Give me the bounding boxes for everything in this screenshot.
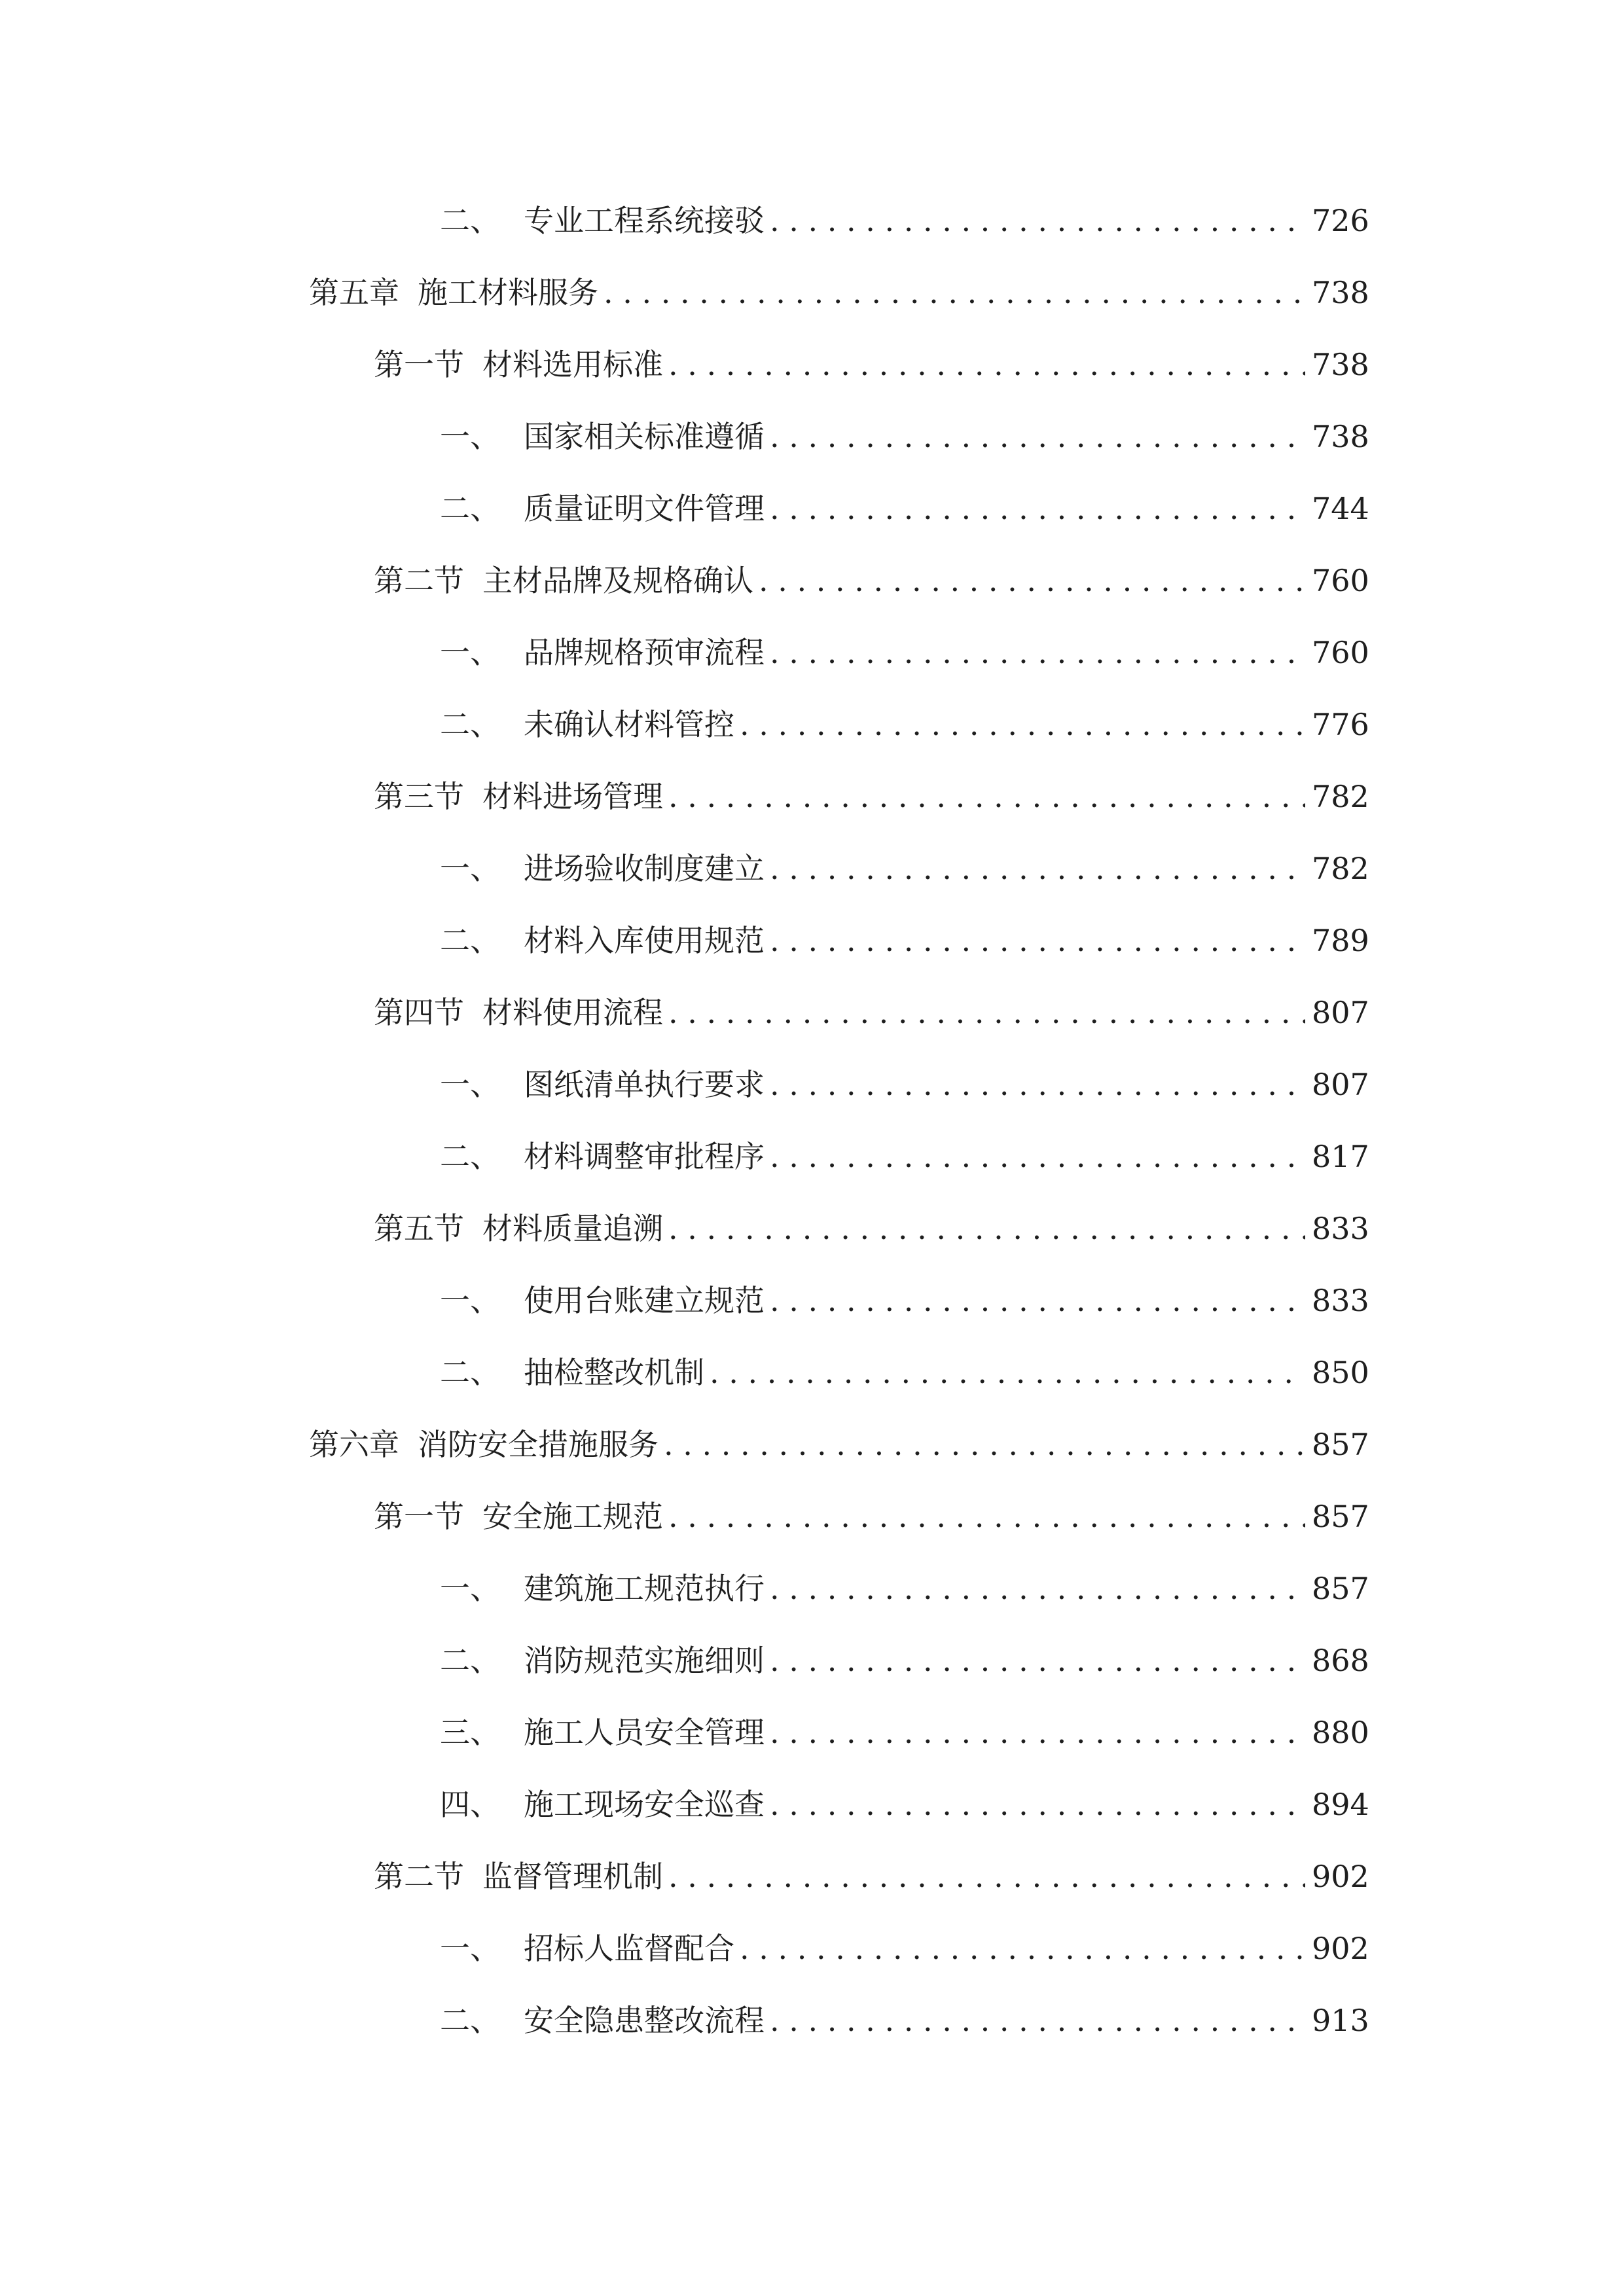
toc-entry-marker: 二、: [440, 2003, 500, 2038]
toc-entry-page-number: 868: [1312, 1643, 1369, 1678]
toc-entry[interactable]: [0, 1275, 1624, 1347]
dot-leader: [770, 1275, 1305, 1326]
toc-entry-marker: 第四节: [374, 995, 464, 1030]
dot-leader: [770, 1995, 1305, 2046]
dot-leader: [664, 1419, 1305, 1470]
toc-entry-marker: 一、: [440, 1067, 500, 1102]
toc-entry-title: 消防安全措施服务: [418, 1427, 659, 1462]
toc-entry-title: 材料入库使用规范: [524, 923, 765, 958]
toc-entry-title: 施工材料服务: [418, 275, 598, 310]
toc-entry[interactable]: [0, 1707, 1624, 1779]
toc-entry-title: 品牌规格预审流程: [524, 635, 765, 670]
toc-entry-title: 抽检整改机制: [524, 1355, 704, 1390]
dot-leader: [668, 987, 1305, 1038]
toc-entry-marker: 二、: [440, 491, 500, 526]
toc-entry-page-number: 902: [1312, 1859, 1369, 1894]
toc-entry-marker: 四、: [440, 1787, 500, 1822]
toc-entry[interactable]: [0, 915, 1624, 987]
toc-entry-marker: 第三节: [374, 779, 464, 814]
toc-entry[interactable]: [0, 339, 1624, 411]
toc-entry-page-number: 738: [1312, 275, 1369, 310]
toc-entry-page-number: 857: [1312, 1427, 1369, 1462]
toc-entry[interactable]: [0, 1851, 1624, 1923]
dot-leader: [668, 1491, 1305, 1542]
toc-entry-title: 使用台账建立规范: [524, 1283, 765, 1318]
toc-entry[interactable]: [0, 195, 1624, 267]
toc-entry-marker: 第二节: [374, 563, 464, 598]
dot-leader: [668, 339, 1305, 390]
dot-leader: [770, 1635, 1305, 1686]
dot-leader: [759, 555, 1305, 606]
dot-leader: [770, 1059, 1305, 1110]
dot-leader: [770, 627, 1305, 678]
dot-leader: [770, 483, 1305, 534]
table-of-contents: [0, 195, 1624, 2067]
toc-entry-title: 招标人监督配合: [524, 1931, 734, 1966]
toc-entry-title: 施工现场安全巡查: [524, 1787, 765, 1822]
dot-leader: [740, 699, 1305, 750]
toc-entry[interactable]: [0, 1059, 1624, 1131]
dot-leader: [668, 1851, 1305, 1902]
toc-entry-title: 材料调整审批程序: [524, 1139, 765, 1174]
toc-entry-title: 安全隐患整改流程: [524, 2003, 765, 2038]
toc-entry-marker: 二、: [440, 1643, 500, 1678]
toc-entry-marker: 一、: [440, 1571, 500, 1606]
toc-entry-marker: 二、: [440, 923, 500, 958]
toc-entry-page-number: 817: [1312, 1139, 1369, 1174]
toc-entry-page-number: 807: [1312, 995, 1369, 1030]
toc-entry-title: 施工人员安全管理: [524, 1715, 765, 1750]
dot-leader: [770, 195, 1305, 246]
toc-entry-title: 国家相关标准遵循: [524, 419, 765, 454]
toc-entry-page-number: 913: [1312, 2003, 1369, 2038]
dot-leader: [770, 843, 1305, 894]
toc-entry-title: 质量证明文件管理: [524, 491, 765, 526]
toc-entry-title: 进场验收制度建立: [524, 851, 765, 886]
toc-entry-marker: 第一节: [374, 1499, 464, 1534]
toc-entry[interactable]: [0, 699, 1624, 771]
toc-entry[interactable]: [0, 843, 1624, 915]
toc-entry-title: 消防规范实施细则: [524, 1643, 765, 1678]
toc-entry-page-number: 833: [1312, 1283, 1369, 1318]
dot-leader: [770, 411, 1305, 462]
toc-entry-page-number: 782: [1312, 851, 1369, 886]
toc-entry-title: 建筑施工规范执行: [524, 1571, 765, 1606]
toc-entry[interactable]: [0, 411, 1624, 483]
toc-entry-marker: 二、: [440, 1355, 500, 1390]
dot-leader: [770, 1563, 1305, 1614]
toc-entry[interactable]: [0, 1563, 1624, 1635]
toc-entry-page-number: 807: [1312, 1067, 1369, 1102]
toc-entry-page-number: 789: [1312, 923, 1369, 958]
toc-entry[interactable]: [0, 1923, 1624, 1995]
toc-entry-title: 图纸清单执行要求: [524, 1067, 765, 1102]
toc-entry-page-number: 760: [1312, 563, 1369, 598]
toc-entry-marker: 一、: [440, 635, 500, 670]
toc-entry-title: 未确认材料管控: [524, 707, 734, 742]
toc-entry-title: 材料质量追溯: [482, 1211, 663, 1246]
toc-entry-marker: 第五节: [374, 1211, 464, 1246]
dot-leader: [604, 267, 1305, 318]
toc-entry-page-number: 738: [1312, 347, 1369, 382]
dot-leader: [668, 771, 1305, 822]
toc-entry-marker: 二、: [440, 1139, 500, 1174]
dot-leader: [740, 1923, 1305, 1974]
toc-entry-marker: 第一节: [374, 347, 464, 382]
dot-leader: [770, 1707, 1305, 1758]
toc-entry-marker: 二、: [440, 203, 500, 238]
toc-entry[interactable]: [0, 1491, 1624, 1563]
toc-entry[interactable]: [0, 1995, 1624, 2067]
toc-entry-marker: 三、: [440, 1715, 500, 1750]
dot-leader: [668, 1203, 1305, 1254]
toc-entry[interactable]: [0, 555, 1624, 627]
toc-entry-title: 监督管理机制: [482, 1859, 663, 1894]
toc-entry-marker: 一、: [440, 851, 500, 886]
toc-entry[interactable]: [0, 1131, 1624, 1203]
dot-leader: [770, 1779, 1305, 1830]
toc-entry-title: 主材品牌及规格确认: [482, 563, 753, 598]
toc-entry-marker: 第五章: [309, 275, 399, 310]
toc-entry-page-number: 833: [1312, 1211, 1369, 1246]
toc-entry[interactable]: [0, 1203, 1624, 1275]
toc-entry-marker: 一、: [440, 1283, 500, 1318]
toc-entry-page-number: 760: [1312, 635, 1369, 670]
toc-entry[interactable]: [0, 1779, 1624, 1851]
toc-entry-page-number: 744: [1312, 491, 1369, 526]
toc-entry[interactable]: [0, 1635, 1624, 1707]
toc-entry-title: 安全施工规范: [482, 1499, 663, 1534]
toc-entry-marker: 一、: [440, 1931, 500, 1966]
toc-entry-marker: 一、: [440, 419, 500, 454]
toc-entry[interactable]: [0, 483, 1624, 555]
dot-leader: [770, 1131, 1305, 1182]
toc-entry[interactable]: [0, 1347, 1624, 1419]
toc-entry[interactable]: [0, 267, 1624, 339]
toc-entry-marker: 第六章: [309, 1427, 399, 1462]
toc-entry-page-number: 857: [1312, 1571, 1369, 1606]
toc-entry-title: 材料选用标准: [482, 347, 663, 382]
toc-entry-marker: 二、: [440, 707, 500, 742]
toc-entry-title: 材料进场管理: [482, 779, 663, 814]
toc-entry[interactable]: [0, 1419, 1624, 1491]
toc-entry-page-number: 850: [1312, 1355, 1369, 1390]
toc-entry-title: 材料使用流程: [482, 995, 663, 1030]
toc-entry-page-number: 782: [1312, 779, 1369, 814]
toc-entry-marker: 第二节: [374, 1859, 464, 1894]
toc-entry[interactable]: [0, 987, 1624, 1059]
dot-leader: [710, 1347, 1305, 1398]
toc-entry-page-number: 902: [1312, 1931, 1369, 1966]
toc-entry-page-number: 894: [1312, 1787, 1369, 1822]
toc-entry-title: 专业工程系统接驳: [524, 203, 765, 238]
toc-entry[interactable]: [0, 627, 1624, 699]
toc-entry-page-number: 880: [1312, 1715, 1369, 1750]
toc-entry-page-number: 738: [1312, 419, 1369, 454]
toc-entry[interactable]: [0, 771, 1624, 843]
toc-entry-page-number: 857: [1312, 1499, 1369, 1534]
toc-entry-page-number: 776: [1312, 707, 1369, 742]
dot-leader: [770, 915, 1305, 966]
toc-entry-page-number: 726: [1312, 203, 1369, 238]
